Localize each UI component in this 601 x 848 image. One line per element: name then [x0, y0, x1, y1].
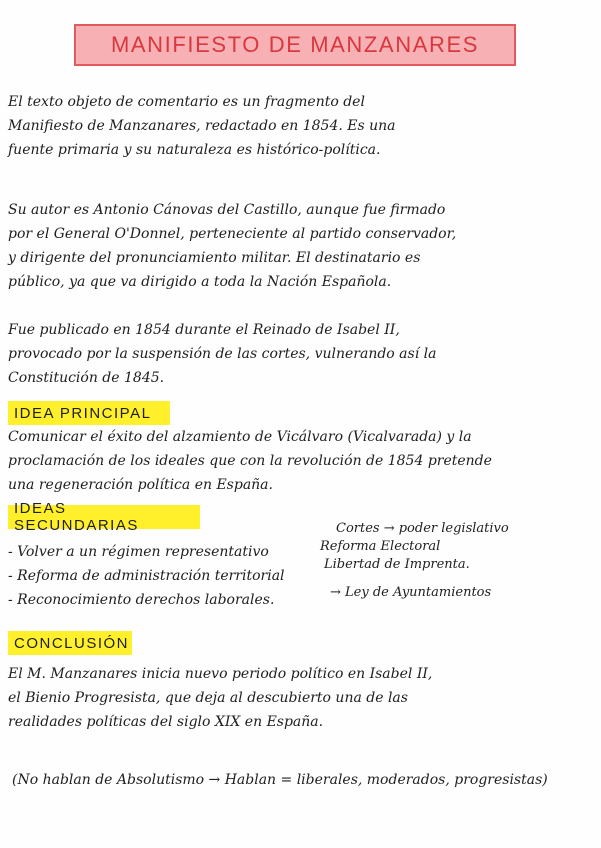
idea-principal-paragraph	[8, 425, 590, 497]
intro-line-2: Manifiesto de Manzanares, redactado en 1854. Es una	[8, 118, 396, 134]
conclusion-line-3: realidades políticas del siglo XIX en España.	[8, 714, 324, 730]
conclusion-line-1: El M. Manzanares inicia nuevo periodo político en Isabel II,	[8, 666, 433, 682]
idea-principal-heading: IDEA PRINCIPAL	[8, 401, 170, 425]
intro-paragraph	[8, 90, 590, 162]
page-title: MANIFIESTO DE MANZANARES	[110, 32, 480, 57]
conclusion-heading: CONCLUSIÓN	[8, 631, 132, 655]
secondary-idea-1: - Volver a un régimen representativo	[8, 544, 269, 560]
title-box	[74, 24, 516, 66]
context-line-1: Fue publicado en 1854 durante el Reinado de Isabel II,	[8, 322, 400, 338]
idea-principal-line-2: proclamación de los ideales que con la revolución de 1854 pretende	[8, 453, 492, 469]
conclusion-paragraph	[8, 662, 590, 734]
secondary-idea-3: - Reconocimiento derechos laborales.	[8, 592, 275, 608]
branch-reforma-electoral: Reforma Electoral	[320, 539, 441, 554]
conclusion-line-2: el Bienio Progresista, que deja al descubierto una de las	[8, 690, 408, 706]
idea-principal-line-3: una regeneración política en España.	[8, 477, 273, 493]
author-line-1: Su autor es Antonio Cánovas del Castillo, aunque fue firmado	[8, 202, 446, 218]
author-line-4: público, ya que va dirigido a toda la Nación Española.	[8, 274, 392, 290]
representative-regime-branches	[306, 520, 596, 574]
branch-libertad-imprenta: Libertad de Imprenta.	[324, 557, 470, 572]
author-line-3: y dirigente del pronunciamiento militar. El destinatario es	[8, 250, 421, 266]
ley-ayuntamientos-note	[330, 584, 601, 602]
context-line-2: provocado por la suspensión de las cortes, vulnerando así la	[8, 346, 437, 362]
author-line-2: por el General O'Donnel, perteneciente al partido conservador,	[8, 226, 457, 242]
intro-line-3: fuente primaria y su naturaleza es histórico-política.	[8, 142, 381, 158]
intro-line-1: El texto objeto de comentario es un fragmento del	[8, 94, 365, 110]
footnote: (No hablan de Absolutismo → Hablan = liberales, moderados, progresistas)	[12, 772, 548, 788]
idea-principal-line-1: Comunicar el éxito del alzamiento de Vicálvaro (Vicalvarada) y la	[8, 429, 472, 445]
secondary-ideas-list	[8, 540, 328, 612]
context-paragraph	[8, 318, 590, 390]
context-line-3: Constitución de 1845.	[8, 370, 165, 386]
author-paragraph	[8, 198, 590, 294]
ideas-secundarias-heading: IDEAS SECUNDARIAS	[8, 505, 200, 529]
ley-ayuntamientos: → Ley de Ayuntamientos	[330, 585, 492, 600]
secondary-idea-2: - Reforma de administración territorial	[8, 568, 285, 584]
branch-cortes: Cortes → poder legislativo	[336, 521, 509, 536]
